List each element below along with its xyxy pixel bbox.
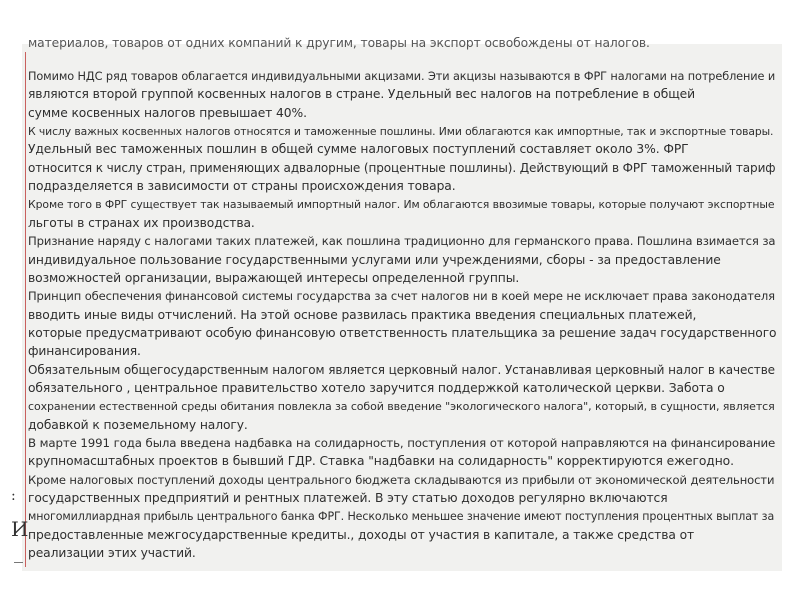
text-line: Кроме того в ФРГ существует так называемый импортный налог. Им облагаются ввозимые товары, которые получают экспортные [28,198,775,212]
margin-mark: : [11,488,16,504]
text-line: относится к числу стран, применяющих адвалорные (процентные пошлины). Действующий в ФРГ таможенный тариф [28,160,776,175]
text-line: В марте 1991 года была введена надбавка на солидарность, поступления от которой направляются на финансирование [28,436,776,450]
scanned-document-page [22,36,782,571]
text-line: Помимо НДС ряд товаров облагается индивидуальными акцизами. Эти акцизы называются в ФРГ налогами на потребление и [28,70,776,83]
text-line: Обязательным общегосударственным налогом является церковный налог. Устанавливая церковный налог в качестве [28,362,775,377]
text-line: К числу важных косвенных налогов относятся и таможенные пошлины. Ими облагаются как импортные, так и экспортные товары. [28,125,774,139]
margin-tick [14,562,23,563]
margin-rule [25,52,26,567]
text-line: Принцип обеспечения финансовой системы государства за счет налогов ни в коей мере не исключает права законодателя [28,289,775,304]
text-line: Удельный вес таможенных пошлин в общей сумме налоговых поступлений составляет около 3%. ФРГ [28,142,689,157]
text-line: возможностей организации, выражающей интересы определенной группы. [28,270,520,285]
text-line: многомиллиардная прибыль центрального банка ФРГ. Несколько меньшее значение имеют поступления процентных выплат за [28,510,775,524]
partial-top-line: материалов, товаров от одних компаний к другим, товары на экспорт освобождены от налогов. [28,36,650,50]
text-line: предоставленные межгосударственные кредиты., доходы от участия в капитале, а также средства от [28,527,695,542]
text-line: являются второй группой косвенных налогов в стране. Удельный вес налогов на потребление в общей [28,87,696,102]
text-line: которые предусматривают особую финансовую ответственность плательщика за решение задач государственного [28,325,777,340]
text-line: сохранении естественной среды обитания повлекла за собой введение "экологического налога", который, в сущности, является [28,400,775,414]
text-line: реализации этих участий. [28,546,196,561]
text-line: обязательного , центральное правительство хотело заручится поддержкой католической церкви. Забота о [28,380,725,395]
text-line: Признание наряду с налогами таких платежей, как пошлина традиционно для германского права. Пошлина взимается за [28,234,776,249]
margin-mark: И [11,517,29,541]
text-line: крупномасштабных проектов в бывший ГДР. Ставка "надбавки на солидарность" корректируются ежегодно. [28,454,734,469]
text-line: финансирования. [28,344,141,359]
text-line: Кроме налоговых поступлений доходы центрального бюджета складываются из прибыли от экономической деятельности [28,472,775,487]
text-line: государственных предприятий и рентных платежей. В эту статью доходов регулярно включаются [28,491,668,506]
text-line: сумме косвенных налогов превышает 40%. [28,105,307,120]
text-line: индивидуальное пользование государственными услугами или учреждениями, сборы - за предоставление [28,252,721,267]
text-line: льготы в странах их производства. [28,215,255,230]
text-line: добавкой к поземельному налогу. [28,417,248,432]
text-line: подразделяется в зависимости от страны происхождения товара. [28,179,456,194]
text-line: вводить иные виды отчислений. На этой основе развилась практика введения специальных платежей, [28,307,697,322]
